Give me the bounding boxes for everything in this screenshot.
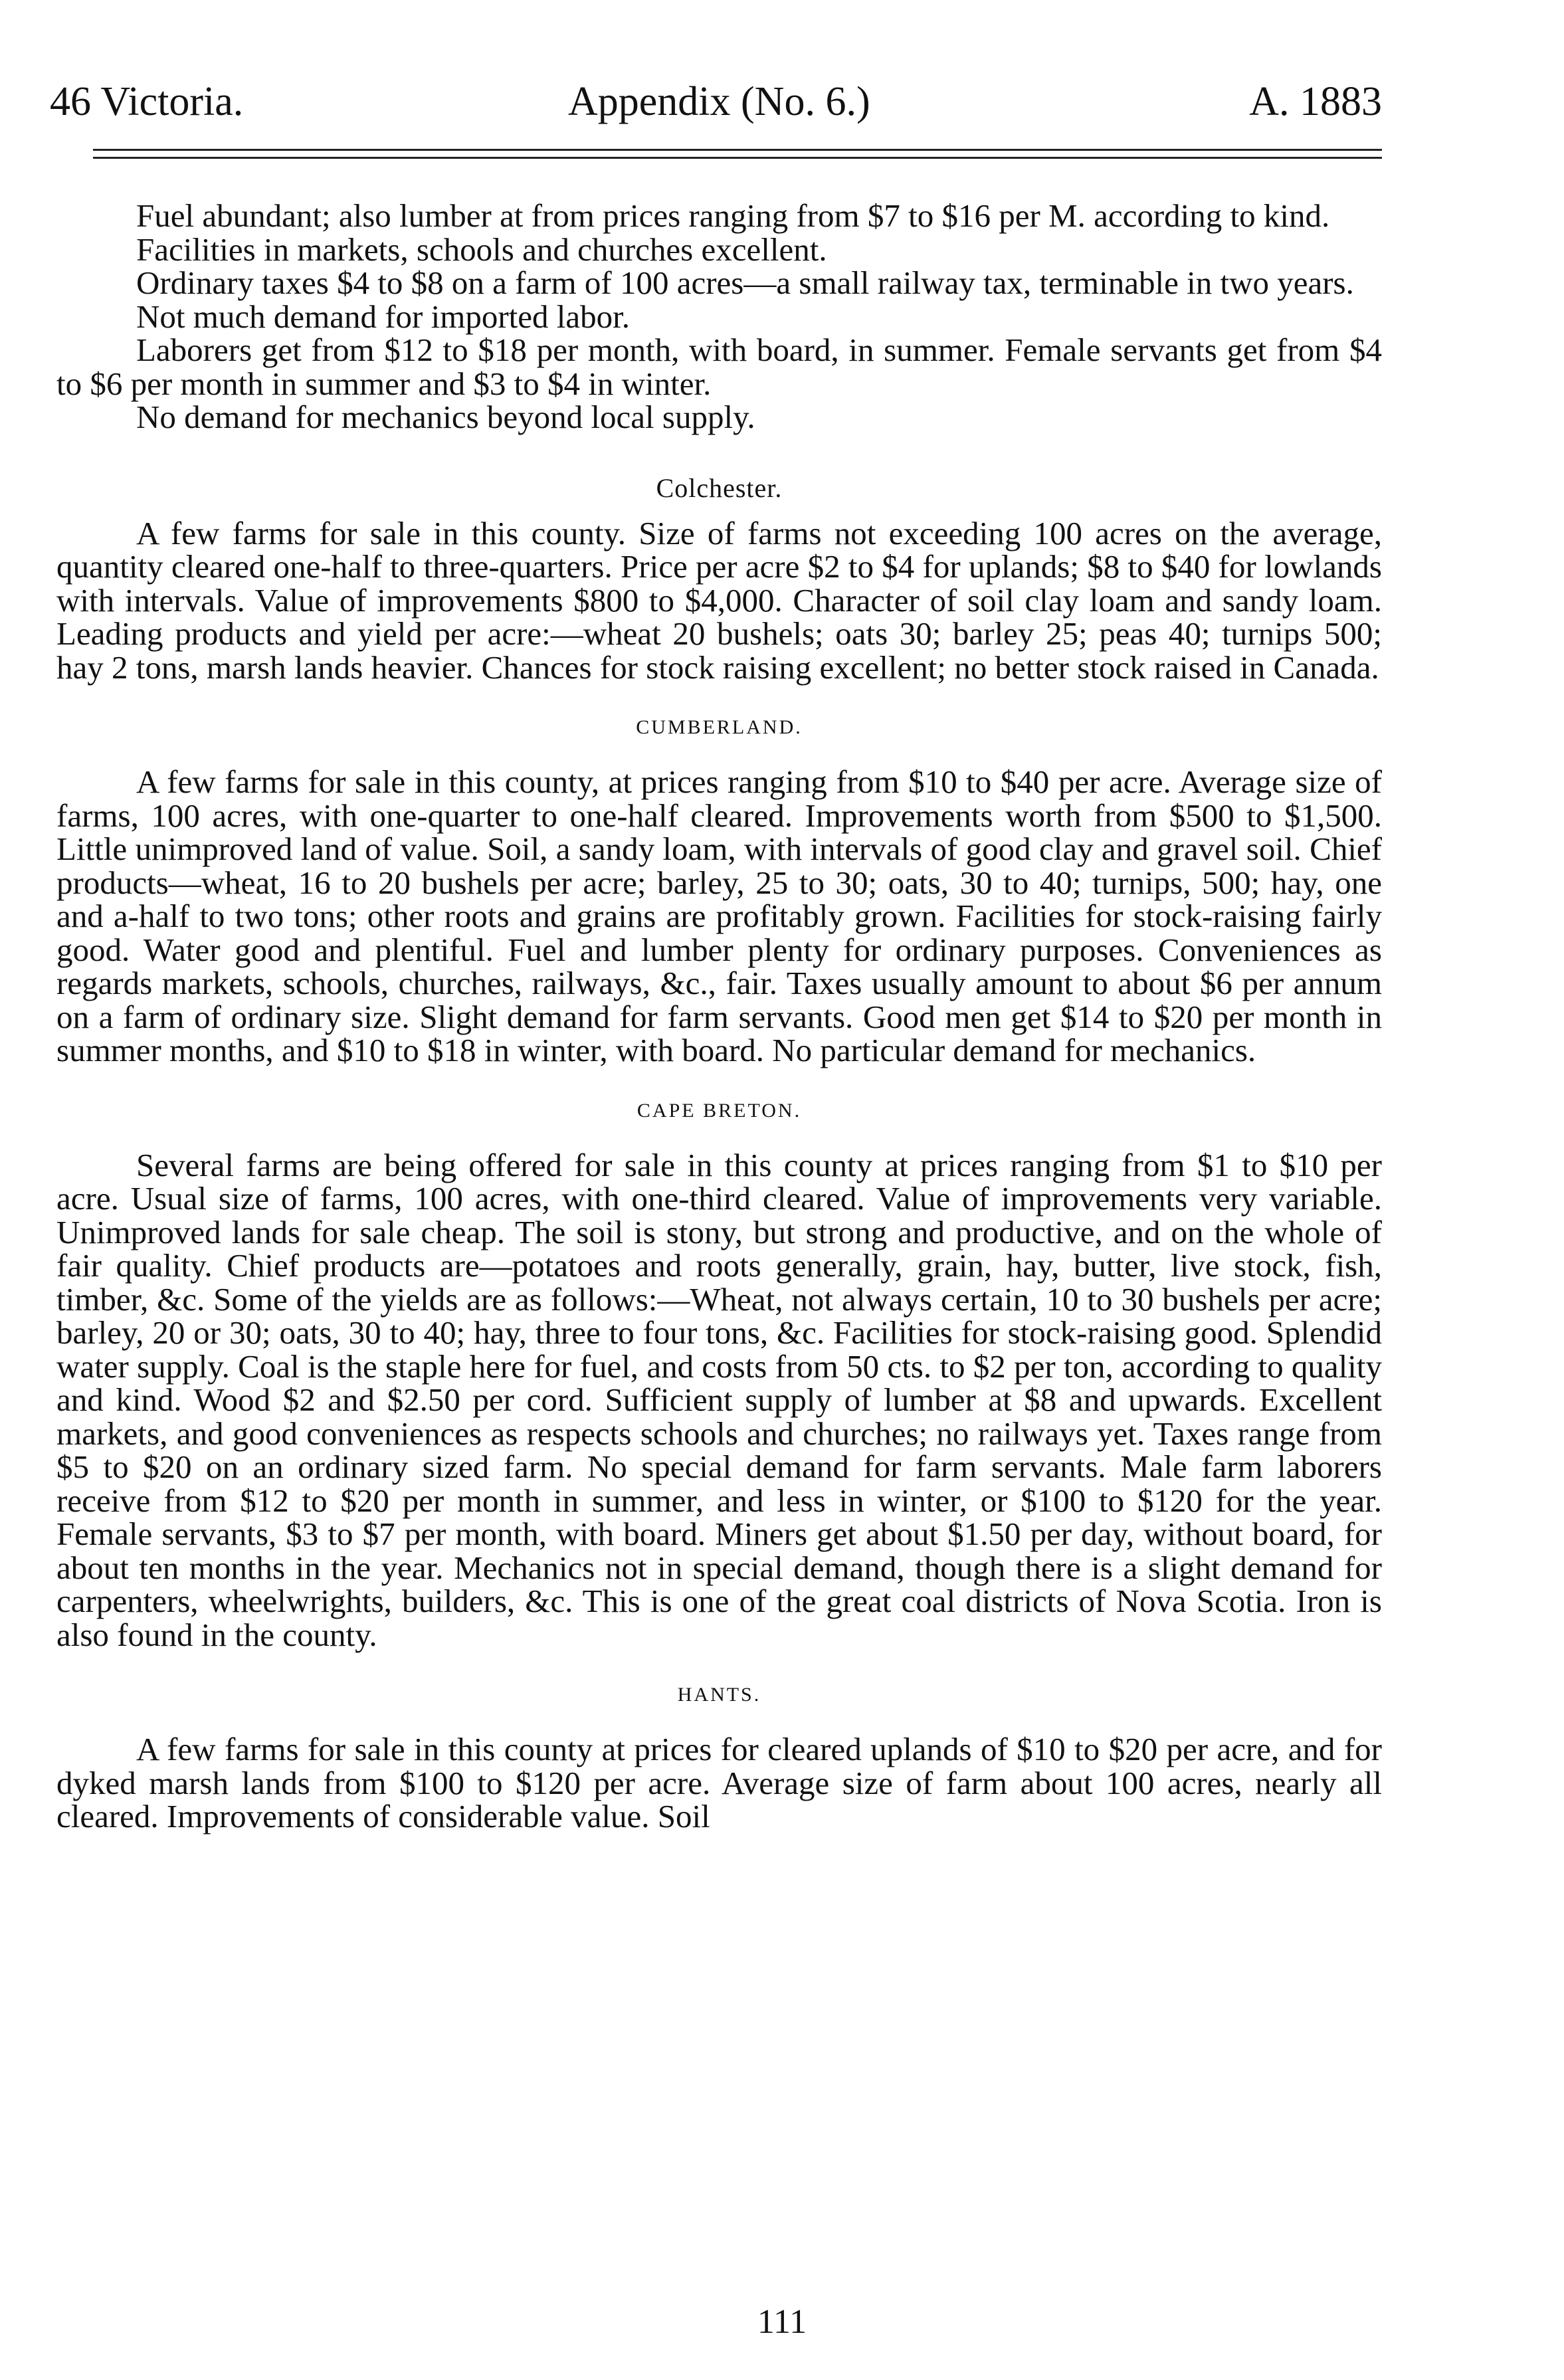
intro-paragraph: Fuel abundant; also lumber at from prices ranging from $7 to $16 per M. according to kind. [136,197,1330,234]
header-rule-top [93,149,1382,151]
section-heading-cumberland: CUMBERLAND. [636,716,803,738]
page-header [50,78,1382,132]
header-appendix: Appendix (No. 6.) [568,79,870,124]
intro-paragraph: No demand for mechanics beyond local supply. [136,399,755,435]
section-paragraph-cumberland: A few farms for sale in this county, at prices ranging from $10 to $40 per acre. Average size of farms, 100 acres, with one-quarter to one-half cleared. Improvements worth from $500 to $1,500. Little unimproved land of value. Soil, a sandy loam, with intervals of good clay and gravel soil. Chief products—wheat, 16 to 20 bushels per acre; barley, 25 to 30; oats, 30 to 40; turnips, 500; hay, one and a-half to two tons; other roots and grains are profitably grown. Facilities for stock-raising fairly good. Water good and plentiful. Fuel and lumber plenty for ordinary purposes. Conveniences as regards markets, schools, churches, railways, &c., fair. Taxes usually amount to about $6 per annum on a farm of ordinary size. Slight demand for farm servants. Good men get $14 to $20 per month in summer months, and $10 to $18 in winter, with board. No particular demand for mechanics. [56,763,1382,1068]
intro-paragraph: Ordinary taxes $4 to $8 on a farm of 100 acres—a small railway tax, terminable in two years. [136,264,1354,301]
header-session: 46 Victoria. [50,79,244,124]
header-rule-bottom [93,157,1382,159]
intro-paragraph: Laborers get from $12 to $18 per month, with board, in summer. Female servants get from $4 to $6 per month in summer and $3 to $4 in winter. [56,332,1382,402]
page-number: 111 [757,2303,807,2341]
page-body [56,199,1382,1834]
section-paragraph-colchester: A few farms for sale in this county. Size of farms not exceeding 100 acres on the average, quantity cleared one-half to three-quarters. Price per acre $2 to $4 for uplands; $8 to $40 for lowlands with intervals. Value of improvements $800 to $4,000. Character of soil clay loam and sandy loam. Leading products and yield per acre:—wheat 20 bushels; oats 30; barley 25; peas 40; turnips 500; hay 2 tons, marsh lands heavier. Chances for stock raising excellent; no better stock raised in Canada. [56,514,1382,686]
intro-paragraph: Not much demand for imported labor. [136,298,630,335]
section-heading-colchester: Colchester. [656,472,783,503]
section-paragraph-cape-breton: Several farms are being offered for sale in this county at prices ranging from $1 to $10 per acre. Usual size of farms, 100 acres, with one-third cleared. Value of improvements very variable. Unimproved lands for sale cheap. The soil is stony, but strong and productive, and on the whole of fair quality. Chief products are—potatoes and roots generally, grain, hay, butter, live stock, fish, timber, &c. Some of the yields are as follows:—Wheat, not always certain, 10 to 30 bushels per acre; barley, 20 or 30; oats, 30 to 40; hay, three to four tons, &c. Facilities for stock-raising good. Splendid water supply. Coal is the staple here for fuel, and costs from 50 cts. to $2 per ton, according to quality and kind. Wood $2 and $2.50 per cord. Sufficient supply of lumber at $8 and upwards. Excellent markets, and good conveniences as respects schools and churches; no railways yet. Taxes range from $5 to $20 on an ordinary sized farm. No special demand for farm servants. Male farm laborers receive from $12 to $20 per month in summer, and less in winter, or $100 to $120 for the year. Female servants, $3 to $7 per month, with board. Miners get about $1.50 per day, without board, for about ten months in the year. Mechanics not in special demand, though there is a slight demand for carpenters, wheelwrights, builders, &c. This is one of the great coal districts of Nova Scotia. Iron is also found in the county. [56,1146,1382,1653]
section-heading-cape-breton: CAPE BRETON. [636,1099,802,1122]
intro-paragraph: Facilities in markets, schools and churches excellent. [136,231,827,268]
section-heading-hants: HANTS. [677,1684,761,1706]
header-year: A. 1883 [1249,79,1382,124]
section-paragraph-hants: A few farms for sale in this county at prices for cleared uplands of $10 to $20 per acre, and for dyked marsh lands from $100 to $120 per acre. Average size of farm about 100 acres, nearly all cleared. Improvements of considerable value. Soil [56,1731,1382,1835]
